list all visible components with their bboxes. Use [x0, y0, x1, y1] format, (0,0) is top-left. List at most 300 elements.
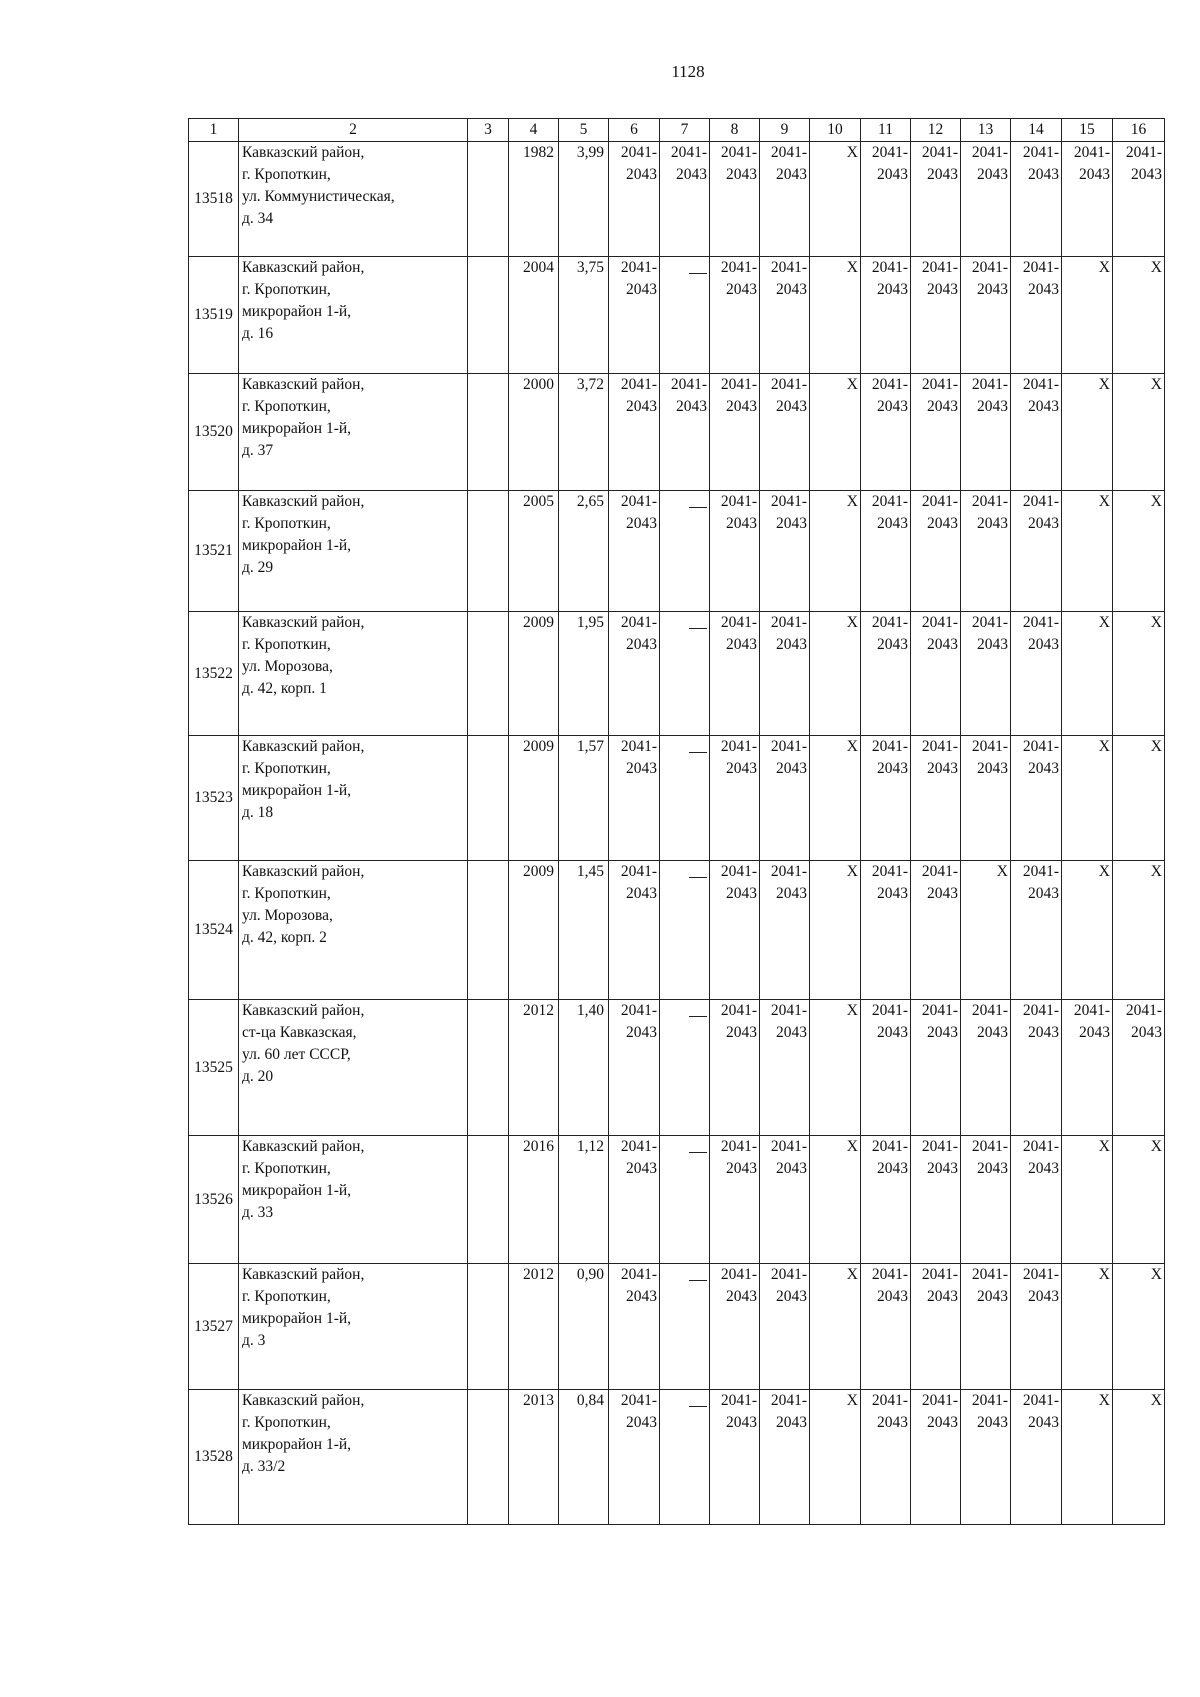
period-line: Х [1150, 259, 1162, 276]
period-line: 2041- [1125, 144, 1162, 161]
period-line: 2043 [977, 281, 1008, 298]
dash-mark [689, 1152, 707, 1153]
period-line: 2041- [921, 376, 958, 393]
period-line: 2041- [871, 144, 908, 161]
period-cell-c16 [1113, 861, 1165, 1000]
period-cell-c14 [1011, 1390, 1062, 1525]
period-cell-c15 [1062, 1000, 1113, 1136]
period-cell-c9 [760, 612, 810, 736]
period-line: 2043 [877, 1288, 908, 1305]
period-line [660, 491, 707, 513]
record-number-cell: 13520 [189, 374, 239, 491]
period-line [660, 1286, 707, 1308]
period-line [1113, 758, 1162, 780]
period-cell-c9 [760, 257, 810, 374]
year-built-cell: 2005 [509, 491, 559, 612]
table-row [189, 612, 1165, 736]
period-cell-c16 [1113, 736, 1165, 861]
period-line: 2041- [1022, 493, 1059, 510]
period-line [1113, 513, 1162, 535]
period-line: 2041- [770, 259, 807, 276]
period-line: 2043 [726, 636, 757, 653]
address-line: микрорайон 1-й, [242, 1436, 352, 1453]
period-line: 2041- [620, 1392, 657, 1409]
period-cell-c8 [710, 736, 760, 861]
address-line: г. Кропоткин, [242, 1160, 331, 1177]
address-line: ул. Коммунистическая, [242, 188, 395, 205]
period-cell-c14 [1011, 1264, 1062, 1390]
period-line [961, 883, 1008, 905]
period-line: 2043 [877, 885, 908, 902]
period-line: 2041- [971, 493, 1008, 510]
period-cell-c12 [911, 1264, 961, 1390]
column-number: 6 [609, 119, 660, 142]
period-line: 2043 [977, 1024, 1008, 1041]
area-cell: 2,65 [559, 491, 609, 612]
period-cell-c13 [961, 1264, 1011, 1390]
period-cell-c10 [810, 1390, 861, 1525]
period-line: 2043 [1131, 166, 1162, 183]
period-cell-c10 [810, 257, 861, 374]
address-line: Кавказский район, [242, 376, 365, 393]
address-line: д. 18 [242, 804, 274, 821]
period-line: 2043 [1028, 1288, 1059, 1305]
period-cell-c6 [609, 612, 660, 736]
period-cell-c11 [861, 736, 911, 861]
address-cell [239, 491, 468, 612]
period-line: Х [846, 614, 858, 631]
period-line: 2041- [770, 1392, 807, 1409]
period-line: 2041- [620, 738, 657, 755]
period-cell-c16 [1113, 374, 1165, 491]
period-line: 2041- [720, 1002, 757, 1019]
period-line: 2043 [776, 1414, 807, 1431]
column-number: 7 [660, 119, 710, 142]
table-row [189, 861, 1165, 1000]
address-cell [239, 1264, 468, 1390]
address-cell [239, 1136, 468, 1264]
period-line [1113, 883, 1162, 905]
period-cell-c13 [961, 257, 1011, 374]
record-number-cell: 13528 [189, 1390, 239, 1525]
column-3-cell [468, 861, 509, 1000]
period-line: 2043 [626, 1288, 657, 1305]
dash-mark [689, 273, 707, 274]
period-line [1113, 1412, 1162, 1434]
period-line: 2041- [720, 259, 757, 276]
period-line: 2041- [971, 259, 1008, 276]
year-built-cell: 2009 [509, 736, 559, 861]
address-line: д. 29 [242, 559, 274, 576]
period-line: 2043 [1028, 760, 1059, 777]
period-line: 2041- [871, 259, 908, 276]
period-line [810, 279, 858, 301]
period-cell-c9 [760, 861, 810, 1000]
year-built-cell: 2012 [509, 1264, 559, 1390]
address-cell [239, 257, 468, 374]
area-cell: 0,84 [559, 1390, 609, 1525]
period-cell-c11 [861, 1136, 911, 1264]
period-cell-c10 [810, 1000, 861, 1136]
period-line: 2043 [776, 281, 807, 298]
period-cell-c12 [911, 1000, 961, 1136]
period-cell-c12 [911, 257, 961, 374]
period-line: Х [1098, 1266, 1110, 1283]
column-number-row [189, 119, 1165, 142]
period-line: 2041- [921, 863, 958, 880]
period-line: 2043 [726, 1288, 757, 1305]
period-cell-c16 [1113, 1390, 1165, 1525]
period-cell-c7 [660, 257, 710, 374]
period-cell-c16 [1113, 142, 1165, 257]
table-row [189, 1390, 1165, 1525]
period-line: 2041- [620, 1002, 657, 1019]
address-line: ул. Морозова, [242, 658, 333, 675]
address-cell [239, 374, 468, 491]
period-line: 2043 [626, 1024, 657, 1041]
period-cell-c14 [1011, 142, 1062, 257]
period-cell-c12 [911, 1136, 961, 1264]
period-cell-c8 [710, 1000, 760, 1136]
dash-mark [689, 752, 707, 753]
period-line [660, 861, 707, 883]
period-line: 2043 [927, 760, 958, 777]
column-3-cell [468, 612, 509, 736]
period-cell-c14 [1011, 491, 1062, 612]
table-row [189, 142, 1165, 257]
period-line: 2041- [720, 1266, 757, 1283]
period-line: 2043 [927, 166, 958, 183]
period-line: 2041- [871, 738, 908, 755]
year-built-cell: 2009 [509, 612, 559, 736]
period-cell-c7 [660, 491, 710, 612]
area-cell: 3,72 [559, 374, 609, 491]
period-cell-c16 [1113, 1264, 1165, 1390]
period-cell-c8 [710, 374, 760, 491]
address-line: д. 37 [242, 442, 274, 459]
period-line: 2043 [927, 1160, 958, 1177]
address-line: ул. 60 лет СССР, [242, 1046, 351, 1063]
period-line: 2041- [720, 738, 757, 755]
period-line [810, 758, 858, 780]
period-line: Х [1098, 1138, 1110, 1155]
period-line [660, 634, 707, 656]
period-line: 2043 [877, 636, 908, 653]
column-number: 16 [1113, 119, 1165, 142]
period-line: 2043 [626, 760, 657, 777]
period-line: 2043 [626, 885, 657, 902]
column-3-cell [468, 1000, 509, 1136]
period-cell-c15 [1062, 736, 1113, 861]
period-cell-c16 [1113, 257, 1165, 374]
period-line: 2043 [927, 885, 958, 902]
address-line: г. Кропоткин, [242, 1288, 331, 1305]
column-3-cell [468, 1390, 509, 1525]
address-line: Кавказский район, [242, 259, 365, 276]
period-cell-c15 [1062, 374, 1113, 491]
period-line [660, 257, 707, 279]
record-number-cell: 13524 [189, 861, 239, 1000]
period-line: Х [1150, 1266, 1162, 1283]
address-cell [239, 861, 468, 1000]
period-line: 2041- [921, 614, 958, 631]
period-cell-c15 [1062, 142, 1113, 257]
period-line: 2041- [770, 493, 807, 510]
period-line: Х [1098, 738, 1110, 755]
period-line: 2041- [720, 493, 757, 510]
period-cell-c9 [760, 1390, 810, 1525]
period-line: 2043 [877, 515, 908, 532]
table-row [189, 374, 1165, 491]
period-line: 2041- [921, 259, 958, 276]
period-line [1062, 1158, 1110, 1180]
period-line: Х [846, 376, 858, 393]
period-line: 2043 [1131, 1024, 1162, 1041]
period-cell-c16 [1113, 491, 1165, 612]
period-line: 2043 [776, 636, 807, 653]
period-line: 2041- [971, 1138, 1008, 1155]
address-line: д. 42, корп. 1 [242, 680, 327, 697]
table-row [189, 1136, 1165, 1264]
period-line [660, 612, 707, 634]
period-line [1062, 634, 1110, 656]
period-line: 2043 [626, 636, 657, 653]
period-line: 2041- [921, 1002, 958, 1019]
period-line: 2043 [1028, 885, 1059, 902]
period-line: 2043 [726, 281, 757, 298]
period-line [660, 1022, 707, 1044]
period-line [810, 513, 858, 535]
address-line: Кавказский район, [242, 144, 365, 161]
address-cell [239, 736, 468, 861]
period-line: Х [846, 144, 858, 161]
period-line: 2041- [971, 1392, 1008, 1409]
period-cell-c8 [710, 491, 760, 612]
period-cell-c13 [961, 861, 1011, 1000]
period-line: 2041- [720, 614, 757, 631]
period-line [660, 883, 707, 905]
period-line: 2043 [726, 515, 757, 532]
period-line: 2043 [977, 515, 1008, 532]
period-line: Х [996, 863, 1008, 880]
period-line: 2041- [921, 1392, 958, 1409]
period-line: 2041- [770, 1002, 807, 1019]
period-line: 2041- [770, 144, 807, 161]
period-cell-c11 [861, 374, 911, 491]
period-line [660, 279, 707, 301]
period-cell-c6 [609, 1264, 660, 1390]
period-cell-c13 [961, 612, 1011, 736]
address-cell [239, 612, 468, 736]
period-line: 2043 [1028, 166, 1059, 183]
area-cell: 1,95 [559, 612, 609, 736]
period-line: 2041- [1022, 614, 1059, 631]
period-line: 2041- [1022, 863, 1059, 880]
column-number: 11 [861, 119, 911, 142]
address-line: д. 33 [242, 1204, 274, 1221]
table-row [189, 257, 1165, 374]
page-number: 1128 [671, 62, 705, 81]
address-cell [239, 142, 468, 257]
period-cell-c7 [660, 861, 710, 1000]
area-cell: 3,75 [559, 257, 609, 374]
period-line: 2043 [877, 760, 908, 777]
record-number-cell: 13526 [189, 1136, 239, 1264]
period-line: Х [846, 1392, 858, 1409]
address-line: г. Кропоткин, [242, 166, 331, 183]
period-line [1113, 396, 1162, 418]
period-line [660, 736, 707, 758]
year-built-cell: 2004 [509, 257, 559, 374]
housing-register-table [188, 118, 1165, 1525]
period-line [810, 1286, 858, 1308]
period-line: 2041- [1022, 1266, 1059, 1283]
address-cell [239, 1000, 468, 1136]
year-built-cell: 1982 [509, 142, 559, 257]
period-cell-c14 [1011, 1000, 1062, 1136]
period-cell-c13 [961, 1000, 1011, 1136]
period-cell-c6 [609, 142, 660, 257]
period-cell-c13 [961, 491, 1011, 612]
period-cell-c11 [861, 1264, 911, 1390]
address-line: микрорайон 1-й, [242, 1182, 352, 1199]
address-cell [239, 1390, 468, 1525]
period-line: 2041- [1022, 376, 1059, 393]
period-cell-c14 [1011, 1136, 1062, 1264]
period-line [810, 164, 858, 186]
period-line: 2041- [1022, 1002, 1059, 1019]
period-cell-c10 [810, 1264, 861, 1390]
period-cell-c8 [710, 1264, 760, 1390]
period-cell-c10 [810, 374, 861, 491]
address-line: г. Кропоткин, [242, 1414, 331, 1431]
period-line [660, 513, 707, 535]
period-line [1113, 279, 1162, 301]
column-number: 4 [509, 119, 559, 142]
address-line: микрорайон 1-й, [242, 537, 352, 554]
period-line: 2043 [877, 398, 908, 415]
period-line: 2041- [871, 1266, 908, 1283]
column-3-cell [468, 1136, 509, 1264]
period-cell-c8 [710, 1390, 760, 1525]
period-line: 2043 [1028, 636, 1059, 653]
period-line: 2041- [871, 863, 908, 880]
period-line: 2041- [620, 614, 657, 631]
period-cell-c13 [961, 1390, 1011, 1525]
period-cell-c9 [760, 1000, 810, 1136]
period-line: 2043 [626, 166, 657, 183]
period-cell-c13 [961, 736, 1011, 861]
address-line: г. Кропоткин, [242, 760, 331, 777]
period-cell-c6 [609, 1390, 660, 1525]
period-cell-c7 [660, 612, 710, 736]
period-line: 2043 [726, 1414, 757, 1431]
period-line: 2043 [776, 885, 807, 902]
period-cell-c15 [1062, 861, 1113, 1000]
period-line: 2041- [871, 1138, 908, 1155]
period-line: Х [1098, 863, 1110, 880]
period-line: 2043 [877, 281, 908, 298]
year-built-cell: 2000 [509, 374, 559, 491]
period-line: 2043 [1028, 1024, 1059, 1041]
period-line: 2043 [726, 1160, 757, 1177]
column-number: 14 [1011, 119, 1062, 142]
period-line: 2043 [977, 760, 1008, 777]
period-line [660, 758, 707, 780]
period-line: 2041- [871, 376, 908, 393]
area-cell: 1,45 [559, 861, 609, 1000]
period-line [660, 1136, 707, 1158]
period-line: 2041- [971, 1002, 1008, 1019]
period-line: 2043 [726, 166, 757, 183]
period-line [810, 1412, 858, 1434]
period-line: Х [1150, 493, 1162, 510]
period-line: Х [1098, 1392, 1110, 1409]
period-cell-c8 [710, 1136, 760, 1264]
period-cell-c11 [861, 861, 911, 1000]
period-line: 2043 [776, 1288, 807, 1305]
period-cell-c11 [861, 491, 911, 612]
table-body [189, 119, 1165, 1525]
period-cell-c6 [609, 736, 660, 861]
address-line: г. Кропоткин, [242, 515, 331, 532]
period-line: Х [846, 863, 858, 880]
record-number-cell: 13518 [189, 142, 239, 257]
period-line: 2043 [977, 636, 1008, 653]
period-line: 2041- [971, 614, 1008, 631]
period-line [660, 1000, 707, 1022]
period-line [1062, 1286, 1110, 1308]
period-line: 2041- [1022, 738, 1059, 755]
period-line: 2043 [626, 515, 657, 532]
period-line: 2043 [626, 281, 657, 298]
period-line [660, 1390, 707, 1412]
address-line: г. Кропоткин, [242, 398, 331, 415]
period-line: 2043 [726, 760, 757, 777]
period-line: 2041- [1022, 1392, 1059, 1409]
period-line: 2041- [1022, 144, 1059, 161]
column-3-cell [468, 736, 509, 861]
period-cell-c11 [861, 257, 911, 374]
column-3-cell [468, 142, 509, 257]
period-cell-c6 [609, 257, 660, 374]
period-cell-c10 [810, 142, 861, 257]
period-line: Х [846, 259, 858, 276]
column-3-cell [468, 1264, 509, 1390]
period-line: Х [1150, 863, 1162, 880]
table-row [189, 1000, 1165, 1136]
column-number: 10 [810, 119, 861, 142]
period-line: Х [1150, 738, 1162, 755]
table-row [189, 491, 1165, 612]
period-line: 2043 [776, 1024, 807, 1041]
period-line: 2043 [977, 1288, 1008, 1305]
period-line: Х [1150, 1138, 1162, 1155]
record-number-cell: 13525 [189, 1000, 239, 1136]
period-line: 2041- [921, 738, 958, 755]
period-line: Х [1150, 376, 1162, 393]
period-line: 2043 [676, 166, 707, 183]
record-number-cell: 13527 [189, 1264, 239, 1390]
period-cell-c7 [660, 1000, 710, 1136]
address-line: д. 16 [242, 325, 274, 342]
address-line: Кавказский район, [242, 1138, 365, 1155]
period-cell-c15 [1062, 491, 1113, 612]
address-line: Кавказский район, [242, 1266, 365, 1283]
period-cell-c12 [911, 861, 961, 1000]
period-line: 2043 [626, 1160, 657, 1177]
column-number: 15 [1062, 119, 1113, 142]
